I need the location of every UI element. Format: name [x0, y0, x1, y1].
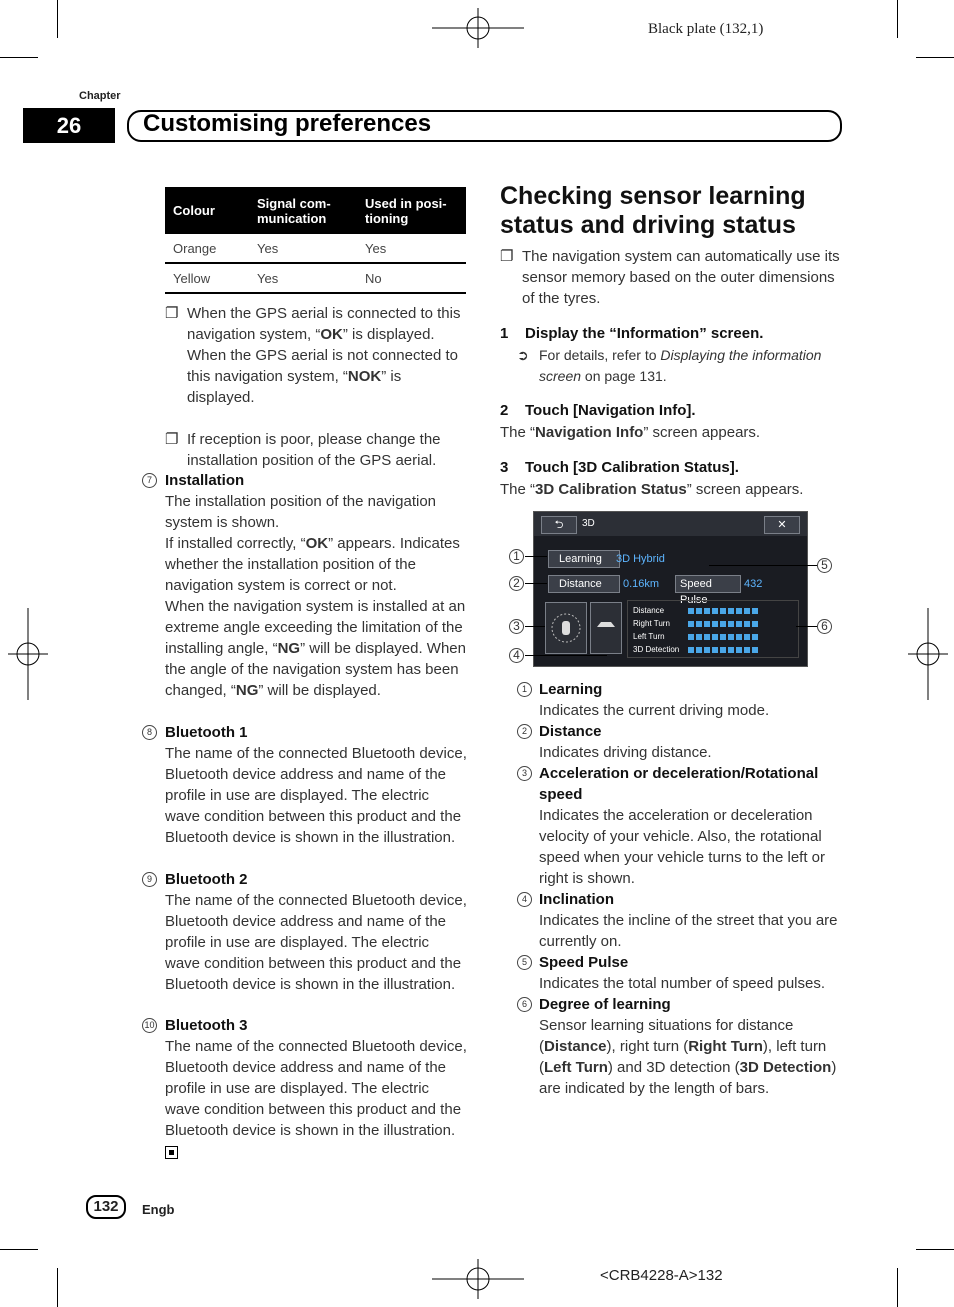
screen-title: 3D — [582, 518, 595, 529]
checkbox-bullet-icon: ❐ — [165, 305, 179, 322]
callout-number: 3 — [509, 619, 524, 634]
checkbox-bullet-icon: ❐ — [500, 248, 514, 265]
crop-mark — [916, 1249, 954, 1250]
gps-note-2: ❐ If reception is poor, please change the installation position of the GPS aerial. — [165, 431, 441, 469]
list-item: 5 Speed Pulse Indicates the total number of speed pulses. — [516, 952, 840, 994]
table-header-row — [165, 187, 466, 234]
crop-mark — [0, 1249, 38, 1250]
plate-label: Black plate (132,1) — [648, 21, 764, 37]
distance-bar — [688, 608, 760, 614]
callout-number: 4 — [509, 648, 524, 663]
item-number: 5 — [517, 955, 532, 970]
acceleration-gauge — [545, 602, 587, 654]
item-number: 10 — [142, 1018, 157, 1033]
table-row — [165, 234, 466, 263]
close-button[interactable]: ✕ — [764, 516, 800, 534]
item-number: 7 — [142, 473, 157, 488]
checkbox-bullet-icon: ❐ — [165, 431, 179, 448]
list-item: 1 Learning Indicates the current driving mode. — [516, 679, 840, 721]
table-header: Signal com- munication — [249, 187, 357, 234]
crop-mark — [897, 1268, 898, 1307]
bar-label: Right Turn — [633, 619, 670, 628]
callout-number: 6 — [817, 619, 832, 634]
signal-table — [165, 187, 466, 294]
step-1-note: ➲ For details, refer to Displaying the information screen on page 131. — [517, 347, 822, 384]
item-number: 3 — [517, 766, 532, 781]
section-heading: Checking sensor learning status and driving status — [500, 182, 806, 239]
step-3-text: The “3D Calibration Status” screen appears. — [500, 481, 804, 498]
left-turn-bar — [688, 634, 760, 640]
bar-label: Left Turn — [633, 632, 665, 641]
inclination-gauge — [590, 602, 622, 654]
right-item-list — [516, 679, 840, 1099]
item-title: Bluetooth 3 — [165, 1017, 248, 1034]
step-3: 3 Touch [3D Calibration Status]. — [500, 459, 739, 476]
table-cell: Yes — [249, 234, 357, 263]
item-number: 9 — [142, 872, 157, 887]
callout-line — [525, 583, 547, 584]
car-side-icon — [591, 603, 621, 653]
callout-line — [525, 626, 545, 627]
crop-mark — [916, 57, 954, 58]
learning-bars-panel — [627, 600, 799, 658]
table-cell: Yes — [357, 234, 466, 263]
distance-label: Distance — [548, 575, 620, 593]
crop-mark — [0, 57, 38, 58]
page-number: 132 — [86, 1195, 126, 1219]
arrow-bullet-icon: ➲ — [517, 347, 529, 363]
learning-value: 3D Hybrid — [616, 553, 665, 565]
crop-mark — [57, 1268, 58, 1307]
table-cell: No — [357, 263, 466, 293]
gps-note-1: ❐ When the GPS aerial is connected to this navigation system, “OK” is displayed. When the GPS aerial is not connected to this navigation system, “NOK” is displayed. — [165, 305, 461, 406]
bar-label: 3D Detection — [633, 645, 680, 654]
callout-number: 1 — [509, 549, 524, 564]
item-bluetooth-3: 10 Bluetooth 3 The name of the connected Bluetooth device, Bluetooth device address and name of the profile in use are displayed. The electric wave condition between this product and the Bluetooth device is shown in the illustration. — [140, 1015, 467, 1162]
callout-number: 5 — [817, 558, 832, 573]
language-label: Engb — [142, 1202, 175, 1217]
step-1: 1 Display the “Information” screen. — [500, 325, 764, 342]
chapter-number: 26 — [23, 108, 115, 143]
table-cell: Orange — [165, 234, 249, 263]
item-number: 8 — [142, 725, 157, 740]
step-2: 2 Touch [Navigation Info]. — [500, 402, 696, 419]
chapter-title: Customising preferences — [143, 110, 432, 137]
right-turn-bar — [688, 621, 760, 627]
table-cell: Yellow — [165, 263, 249, 293]
distance-value: 0.16km — [623, 578, 660, 590]
item-title: Bluetooth 2 — [165, 871, 248, 888]
list-item: 2 Distance Indicates driving distance. — [516, 721, 840, 763]
list-item: 3 Acceleration or deceleration/Rotational speed Indicates the acceleration or deceleration velocity of your vehicle. Also, the rotational speed when your vehicle turns to the left or right is shown. — [516, 763, 840, 889]
speed-pulse-label: Speed Pulse — [675, 575, 741, 593]
3d-detection-bar — [688, 647, 760, 653]
intro-note: ❐ The navigation system can automatically use its sensor memory based on the outer dimensions of the tyres. — [500, 248, 840, 307]
document-code: <CRB4228-A>132 — [600, 1267, 723, 1284]
table-row — [165, 263, 466, 293]
gauge-icon — [546, 603, 586, 653]
item-number: 1 — [517, 682, 532, 697]
learning-label: Learning — [548, 550, 620, 568]
callout-line — [709, 565, 817, 566]
calibration-screen — [533, 511, 808, 667]
end-mark-icon — [165, 1146, 178, 1159]
item-bluetooth-1: 8 Bluetooth 1 The name of the connected Bluetooth device, Bluetooth device address and name of the profile in use are displayed. The electric wave condition between this product and the Bluetooth device is shown in the illustration. — [140, 722, 467, 848]
item-title: Bluetooth 1 — [165, 724, 248, 741]
registration-mark-icon — [432, 1259, 524, 1299]
list-item: 4 Inclination Indicates the incline of the street that you are currently on. — [516, 889, 840, 952]
callout-line — [525, 655, 607, 656]
table-header: Colour — [165, 187, 249, 234]
back-button[interactable]: ⮌ — [541, 516, 577, 534]
speed-pulse-value: 432 — [744, 578, 763, 590]
bar-label: Distance — [633, 606, 665, 615]
item-number: 6 — [517, 997, 532, 1012]
step-2-text: The “Navigation Info” screen appears. — [500, 424, 761, 441]
callout-number: 2 — [509, 576, 524, 591]
item-bluetooth-2: 9 Bluetooth 2 The name of the connected Bluetooth device, Bluetooth device address and name of the profile in use are displayed. The electric wave condition between this product and the Bluetooth device is shown in the illustration. — [140, 869, 467, 995]
item-number: 2 — [517, 724, 532, 739]
crop-mark — [897, 0, 898, 38]
table-header: Used in posi- tioning — [357, 187, 466, 234]
chapter-label: Chapter — [79, 90, 121, 102]
list-item: 6 Degree of learning Sensor learning situations for distance (Distance), right turn (Right Turn), left turn (Left Turn) and 3D detection (3D Detection) are indicated by the length of bars. — [516, 994, 840, 1099]
registration-mark-icon — [8, 608, 48, 700]
table-cell: Yes — [249, 263, 357, 293]
item-installation: 7 Installation The installation position of the navigation system is shown. If installed correctly, “OK” appears. Indicates whether the installation position of the navigation system is correct or not. When the navigation system is installed at an extreme angle exceeding the limitation of the installing angle, “NG” will be displayed. When the angle of the navigation system has been changed, “NG” will be displayed. — [140, 470, 467, 701]
registration-mark-icon — [908, 608, 948, 700]
callout-line — [796, 626, 817, 627]
callout-line — [525, 556, 547, 557]
page-reference-link[interactable]: Displaying the information screen — [539, 347, 822, 384]
item-title: Installation — [165, 472, 245, 489]
crop-mark — [57, 0, 58, 38]
registration-mark-icon — [432, 8, 524, 48]
item-number: 4 — [517, 892, 532, 907]
